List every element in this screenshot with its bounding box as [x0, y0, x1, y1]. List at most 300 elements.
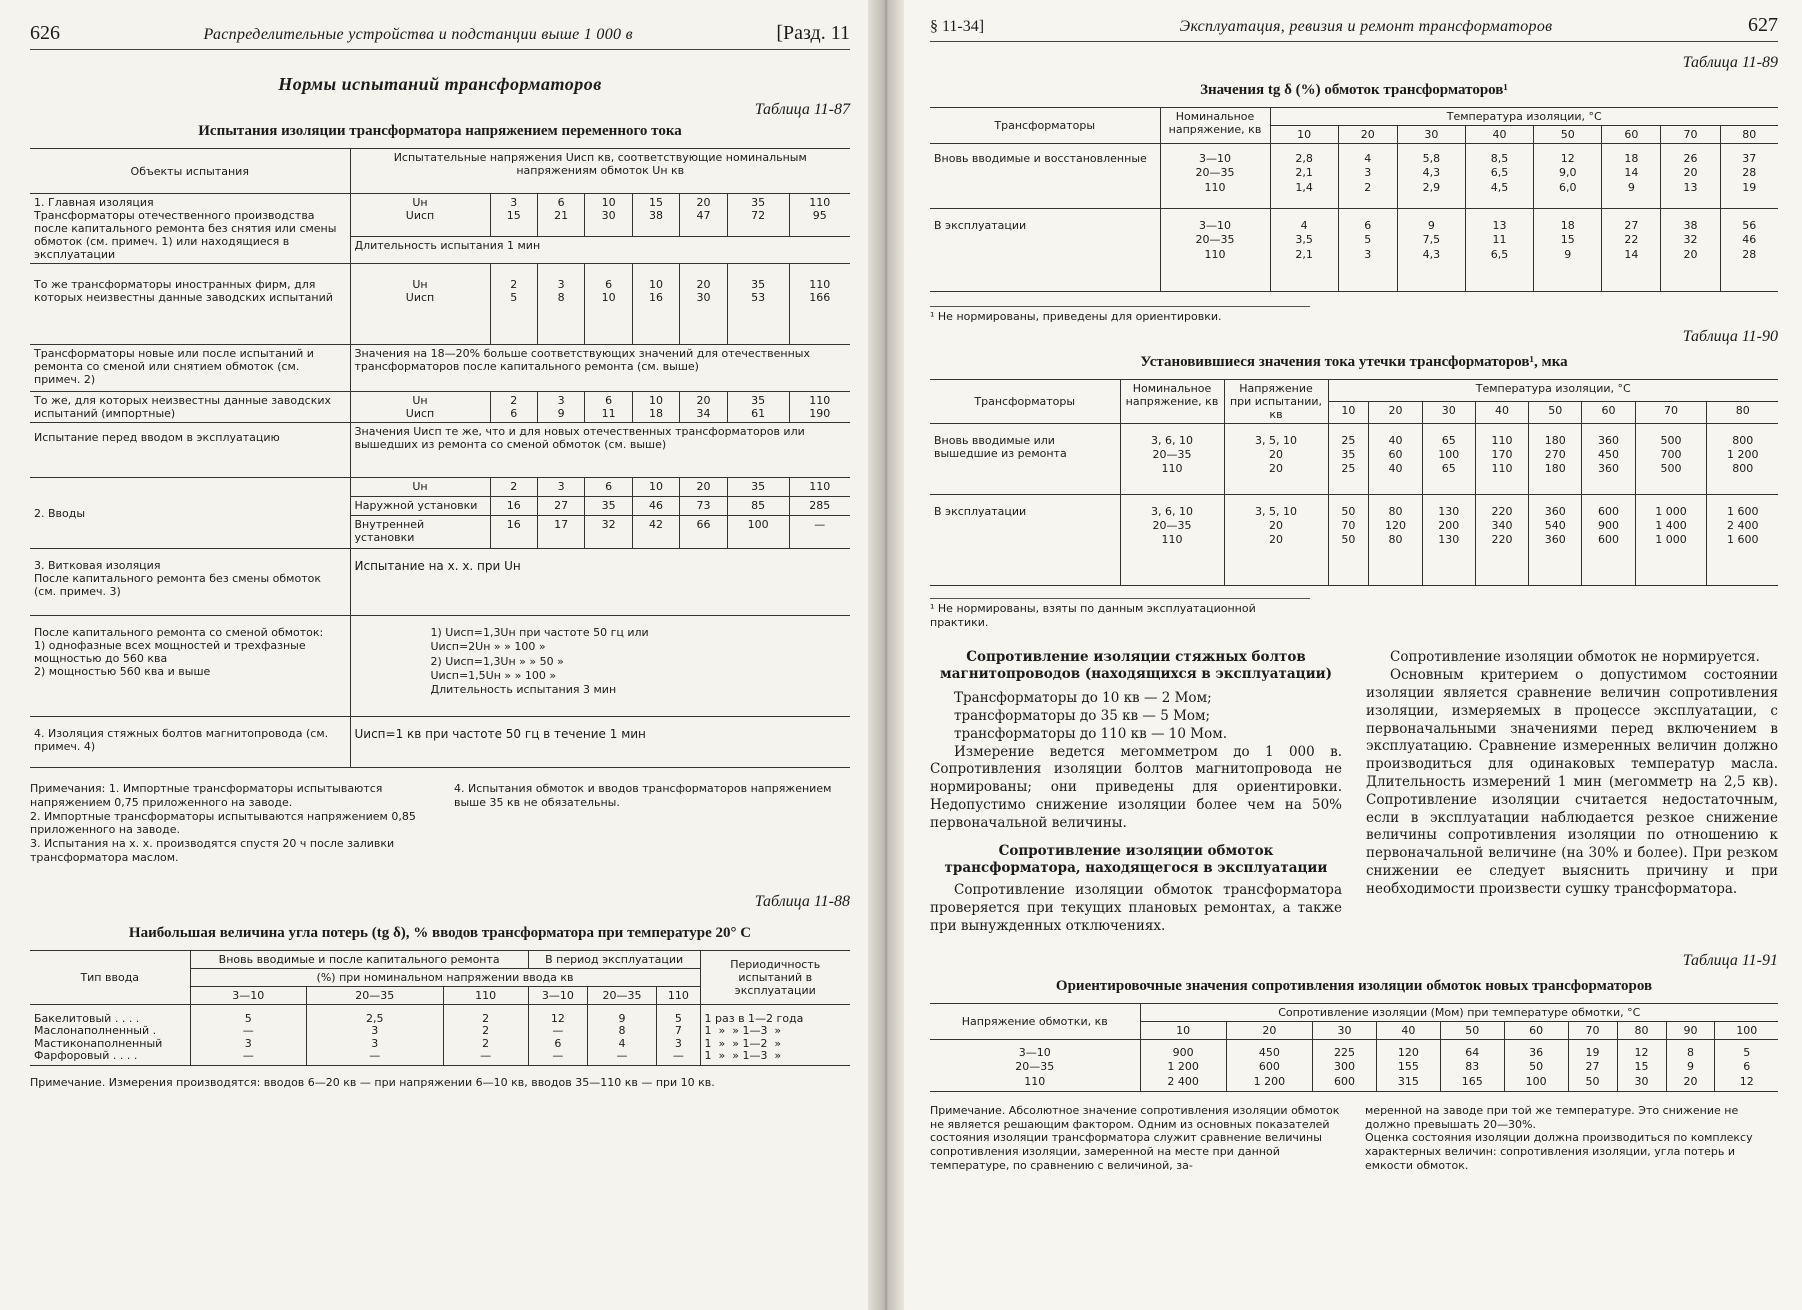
cell-value: 35: [751, 278, 766, 291]
cell-value: 360 540 360: [1529, 494, 1582, 585]
t87-col-voltages: Испытательные напряжения Uисп кв, соответствующие номинальным напряжениям обмоток Uн кв: [350, 149, 850, 194]
t88-number: Таблица 11-88: [754, 892, 850, 910]
t89-temp: 60: [1602, 126, 1661, 144]
cell-value: 35: [727, 478, 789, 497]
cell-value: 190: [809, 407, 831, 420]
cell-value: 5 6 12: [1715, 1039, 1778, 1091]
cell-value: 64 83 165: [1440, 1039, 1504, 1091]
cell-value: 450 600 1 200: [1226, 1039, 1312, 1091]
t90-temp: 30: [1422, 401, 1475, 423]
cell-value: 5: [674, 1011, 682, 1025]
t91-temp: 60: [1504, 1021, 1568, 1039]
t87-r2-c6: [789, 264, 850, 345]
t88-volt-header: 3—10: [528, 986, 587, 1004]
table-row: [930, 379, 1778, 401]
t91-col-res: Сопротивление изоляции (Мом) при температуре обмотки, °С: [1140, 1003, 1778, 1021]
t87-r4-c0: [490, 392, 537, 423]
table-row: [930, 209, 1778, 292]
cell-value: 2: [482, 1036, 490, 1050]
cell-value: 4 3,5 2,1: [1270, 209, 1338, 292]
cell-value: —: [789, 516, 850, 549]
cell-value: 46: [632, 497, 679, 516]
t87-r1-c1: [537, 194, 584, 237]
section-windings-text: Сопротивление изоляции обмоток трансформатора проверяется при текущих плановых ремонтах, а также при вынужденных отключениях.: [930, 882, 1342, 935]
cell-value: 130 200 130: [1422, 494, 1475, 585]
t89-number: Таблица 11-89: [1682, 54, 1778, 71]
t87-r2-c1: [537, 264, 584, 345]
table-11-88: [30, 950, 850, 1067]
t91-temp: 70: [1568, 1021, 1617, 1039]
cell-value: —: [672, 1049, 684, 1063]
t90-temp: 80: [1707, 401, 1778, 423]
cell-value: —: [242, 1024, 254, 1038]
t88-type: Бакелитовый . . . .: [34, 1011, 140, 1025]
table-row: [930, 1039, 1778, 1091]
cell-value: 21: [554, 209, 569, 222]
left-section-ref: [Разд. 11: [776, 22, 850, 44]
cell-value: 3: [371, 1024, 379, 1038]
t90-col-nom: Номинальное напряжение, кв: [1120, 379, 1224, 423]
book-gutter: [868, 0, 904, 1310]
cell-value: 73: [680, 497, 727, 516]
t90-temp: 40: [1475, 401, 1528, 423]
right-running-title: Эксплуатация, ревизия и ремонт трансформаторов: [1179, 18, 1553, 35]
t87-r1-c3: [632, 194, 679, 237]
t89-temp: 40: [1465, 126, 1533, 144]
t90-number: Таблица 11-90: [1682, 327, 1778, 345]
t91-temp: 30: [1313, 1021, 1377, 1039]
note91-right: меренной на заводе при той же температуре. Это снижение не должно превышать 20—30%. Оценка состояния изоляции должна производиться по комплексу характерных величин: сопротивления изоляции, угла потерь и емкости обмоток.: [1365, 1103, 1753, 1172]
table-row: [30, 149, 850, 194]
t90-temp: 50: [1529, 401, 1582, 423]
notes-11-87: [30, 782, 850, 865]
t87-r7-text: Испытание на х. х. при Uн: [350, 549, 850, 616]
t87-r1-duration: Длительность испытания 1 мин: [350, 237, 850, 264]
cell-value: 3, 6, 10 20—35 110: [1120, 423, 1224, 494]
t87-r2-label: То же трансформаторы иностранных фирм, для которых неизвестны данные заводских испытаний: [30, 264, 350, 345]
label-un: Uн: [412, 196, 428, 209]
t88-volt-header: 20—35: [307, 986, 443, 1004]
table-row: [930, 494, 1778, 585]
t88-subheader: (%) при номинальном напряжении ввода кв: [190, 968, 700, 986]
right-page: [904, 0, 1802, 1310]
t87-r4-c6: [789, 392, 850, 423]
t89-row-label: В эксплуатации: [930, 209, 1160, 292]
cell-value: 85: [727, 497, 789, 516]
notes87-left: Примечания: 1. Импортные трансформаторы испытываются напряжением 0,75 приложенного на заводе. 2. Импортные трансформаторы испытываются напряжением 0,85 приложенного на заводе. 3. Испытания на х. х. производятся спустя 20 ч после заливки трансформатора маслом.: [30, 782, 416, 864]
t87-r8-label: После капитального ремонта со сменой обмоток: 1) однофазные всех мощностей и трехфазные мощностью до 560 ква 2) мощностью 560 ква и выше: [30, 616, 350, 717]
t88-col2: [443, 1004, 528, 1066]
label-uisp: Uисп: [405, 407, 435, 420]
cell-value: 3, 6, 10 20—35 110: [1120, 494, 1224, 585]
cell-value: 27 22 14: [1602, 209, 1661, 292]
t90-title: Установившиеся значения тока утечки трансформаторов¹, мка: [1140, 353, 1568, 370]
t87-r3-text: Значения на 18—20% больше соответствующих значений для отечественных трансформаторов после капитального ремонта (см. выше): [350, 345, 850, 392]
t87-r6-indoor-label: Внутренней установки: [350, 516, 490, 549]
t87-number: Таблица 11-87: [754, 101, 850, 118]
section-bolts-norms: [930, 689, 1342, 744]
cell-value: 16: [490, 497, 537, 516]
cell-value: 12: [550, 1011, 565, 1025]
main-heading: Нормы испытаний трансформаторов: [278, 74, 602, 94]
cell-value: 42: [632, 516, 679, 549]
cell-value: —: [242, 1049, 254, 1063]
label-uisp: Uисп: [405, 291, 435, 304]
cell-value: 220 340 220: [1475, 494, 1528, 585]
cell-value: 1 600 2 400 1 600: [1707, 494, 1778, 585]
cell-value: 30: [601, 209, 616, 222]
table-row: [30, 549, 850, 616]
note91-left: Примечание. Абсолютное значение сопротивления изоляции обмоток не является решающим фактором. Одним из основных показателей состояния изоляции трансформатора служит сравнение величины сопротивления изоляции, замеренной на месте при данной температуре, по сравнению с величиной, за-: [930, 1103, 1340, 1172]
cell-value: 19 27 50: [1568, 1039, 1617, 1091]
label-uisp: Uисп: [405, 209, 435, 222]
t89-temp: 80: [1720, 126, 1778, 144]
t89-col-nom: Номинальное напряжение, кв: [1160, 108, 1270, 144]
cell-value: 10: [649, 394, 664, 407]
t87-r1-c2: [585, 194, 632, 237]
t88-periods: [700, 1004, 850, 1066]
cell-value: 3—10 20—35 110: [1160, 144, 1270, 209]
cell-value: 18: [649, 407, 664, 420]
t91-temp: 40: [1376, 1021, 1440, 1039]
cell-value: 4: [618, 1036, 626, 1050]
cell-value: 3: [557, 394, 565, 407]
t89-title: Значения tg δ (%) обмоток трансформаторов¹: [1200, 82, 1508, 98]
t88-col-period: Периодичность испытаний в эксплуатации: [700, 950, 850, 1004]
cell-value: 72: [751, 209, 766, 222]
cell-value: 3: [510, 196, 518, 209]
norm-line: трансформаторы до 110 кв — 10 Мом.: [954, 726, 1227, 743]
cell-value: 8: [557, 291, 565, 304]
cell-value: 7: [674, 1024, 682, 1038]
cell-value: 15: [506, 209, 521, 222]
cell-value: 56 46 28: [1720, 209, 1778, 292]
t87-r2-symbols: [350, 264, 490, 345]
cell-value: 3: [557, 278, 565, 291]
table-11-90: [930, 379, 1778, 586]
cell-value: 20: [696, 394, 711, 407]
cell-value: 285: [789, 497, 850, 516]
cell-value: 20: [696, 278, 711, 291]
cell-value: 12 15 30: [1617, 1039, 1666, 1091]
right-running-head: [930, 14, 1778, 42]
t89-temp: 50: [1534, 126, 1602, 144]
cell-value: 30: [696, 291, 711, 304]
cell-value: 35: [751, 196, 766, 209]
cell-value: 6: [605, 394, 613, 407]
cell-value: 3, 5, 10 20 20: [1224, 423, 1328, 494]
t90-temp: 10: [1328, 401, 1369, 423]
t88-type: Фарфоровый . . . .: [34, 1049, 138, 1063]
t90-col-trans: Трансформаторы: [930, 379, 1120, 423]
cell-value: 100: [727, 516, 789, 549]
cell-value: 2: [510, 278, 518, 291]
table-row: [30, 1004, 850, 1066]
t87-r2-c5: [727, 264, 789, 345]
cell-value: 9: [557, 407, 565, 420]
t89-temp: 30: [1397, 126, 1465, 144]
section-windings-heading: Сопротивление изоляции обмоток трансформатора, находящегося в эксплуатации: [944, 842, 1328, 876]
cell-value: 13 11 6,5: [1465, 209, 1533, 292]
t88-col-new: Вновь вводимые и после капитального ремонта: [190, 950, 528, 968]
t87-r9-label: 4. Изоляция стяжных болтов магнитопровода (см. примеч. 4): [30, 717, 350, 768]
cell-value: 36 50 100: [1504, 1039, 1568, 1091]
t87-r1-c0: [490, 194, 537, 237]
text-columns: [930, 649, 1778, 936]
cell-value: 110: [789, 478, 850, 497]
section-bolts-heading: Сопротивление изоляции стяжных болтов магнитопроводов (находящихся в эксплуатации): [940, 649, 1332, 683]
t87-r2-c2: [585, 264, 632, 345]
t88-volt-header: 3—10: [190, 986, 307, 1004]
t90-col-temp: Температура изоляции, °С: [1328, 379, 1778, 401]
t91-temp: 90: [1666, 1021, 1715, 1039]
cell-value: —: [369, 1049, 381, 1063]
table-11-87: [30, 148, 850, 768]
t88-types: [30, 1004, 190, 1066]
cell-value: 26 20 13: [1661, 144, 1720, 209]
t87-r9-text: Uисп=1 кв при частоте 50 гц в течение 1 мин: [350, 717, 850, 768]
t90-temp: 20: [1369, 401, 1422, 423]
cell-value: 180 270 180: [1529, 423, 1582, 494]
table-row: [30, 194, 850, 237]
col2-para2: Основным критерием о допустимом состоянии изоляции является сравнение величин сопротивления изоляции, измеряемых в процессе эксплуатации, с первоначальными значениями перед включением в эксплуатацию. Сравнение измеренных величин должно производиться для одинаковых температур масла. Длительность измерений 1 мин (мегомметр на 2,5 кв). Сопротивление изоляции считается недостаточным, если в эксплуатации наблюдается резкое снижение величины сопротивления изоляции по отношению к первоначальной величине (на 30% и более). При резком снижении ее следует выяснить причину и при необходимости произвести сушку трансформатора.: [1366, 667, 1778, 897]
cell-value: 1 » » 1—2 »: [704, 1036, 782, 1050]
cell-value: 225 300 600: [1313, 1039, 1377, 1091]
t91-temp: 100: [1715, 1021, 1778, 1039]
left-page-number: 626: [30, 22, 60, 44]
t87-r8-text: 1) Uисп=1,3Uн при частоте 50 гц или Uисп=2Uн » » 100 » 2) Uисп=1,3Uн » » 50 » Uисп=1,5Uн » » 100 » Длительность испытания 3 мин: [350, 616, 850, 717]
cell-value: 12 9,0 6,0: [1534, 144, 1602, 209]
cell-value: 65 100 65: [1422, 423, 1475, 494]
cell-value: 27: [537, 497, 584, 516]
cell-value: 18 15 9: [1534, 209, 1602, 292]
t90-temp: 70: [1635, 401, 1707, 423]
table-row: [930, 1003, 1778, 1021]
label-un: Uн: [412, 394, 428, 407]
t91-temp: 20: [1226, 1021, 1312, 1039]
cell-value: 53: [751, 291, 766, 304]
t88-col0: [190, 1004, 307, 1066]
t90-footnote: ¹ Не нормированы, взяты по данным эксплуатационной практики.: [930, 598, 1310, 630]
cell-value: —: [552, 1049, 564, 1063]
cell-value: 500 700 500: [1635, 423, 1707, 494]
t88-col1: [307, 1004, 443, 1066]
table-row: [30, 264, 850, 345]
cell-value: 95: [812, 209, 827, 222]
cell-value: 8,5 6,5 4,5: [1465, 144, 1533, 209]
label-un: Uн: [412, 278, 428, 291]
notes87-right: 4. Испытания обмоток и вводов трансформаторов напряжением выше 35 кв не обязательны.: [454, 782, 832, 809]
cell-value: 2: [510, 394, 518, 407]
table-row: [930, 108, 1778, 126]
cell-value: 1 » » 1—3 »: [704, 1024, 782, 1038]
norm-line: трансформаторы до 35 кв — 5 Мом;: [954, 708, 1211, 725]
table-row: [930, 423, 1778, 494]
cell-value: 110 170 110: [1475, 423, 1528, 494]
cell-value: 38: [649, 209, 664, 222]
cell-value: 20: [696, 196, 711, 209]
t87-r2-c3: [632, 264, 679, 345]
cell-value: 1 000 1 400 1 000: [1635, 494, 1707, 585]
t87-r1-symbols: [350, 194, 490, 237]
t88-type: Маслонаполненный .: [34, 1024, 157, 1038]
cell-value: 50 70 50: [1328, 494, 1369, 585]
cell-value: 2: [490, 478, 537, 497]
t91-temp: 50: [1440, 1021, 1504, 1039]
cell-value: 11: [601, 407, 616, 420]
t88-col4: [587, 1004, 656, 1066]
t87-r1-c4: [680, 194, 727, 237]
t87-r1-label: 1. Главная изоляция Трансформаторы отечественного производства после капитального ремонта без снятия или смены обмоток (см. примеч. 1) или находящиеся в эксплуатации: [30, 194, 350, 264]
note-11-88: Примечание. Измерения производятся: вводов 6—20 кв — при напряжении 6—10 кв, вводов 35—110 кв — при 10 кв.: [30, 1076, 715, 1090]
cell-value: 3—10 20—35 110: [1160, 209, 1270, 292]
cell-value: 110: [809, 196, 831, 209]
left-running-title: Распределительные устройства и подстанции выше 1 000 в: [203, 26, 633, 43]
cell-value: 1 » » 1—3 »: [704, 1049, 782, 1063]
cell-value: 34: [696, 407, 711, 420]
t91-temp: 10: [1140, 1021, 1226, 1039]
left-running-head: [30, 22, 850, 50]
t87-r4-label: То же, для которых неизвестны данные заводских испытаний (импортные): [30, 392, 350, 423]
cell-value: 6: [605, 278, 613, 291]
cell-value: 80 120 80: [1369, 494, 1422, 585]
t89-col-temp: Температура изоляции, °С: [1270, 108, 1778, 126]
t89-temp: 20: [1338, 126, 1397, 144]
t90-temp: 60: [1582, 401, 1635, 423]
t89-col-trans: Трансформаторы: [930, 108, 1160, 144]
t87-r3-label: Трансформаторы новые или после испытаний и ремонта со сменой или снятием обмоток (см. примеч. 2): [30, 345, 350, 392]
notes-11-91: [930, 1104, 1778, 1173]
cell-value: 37 28 19: [1720, 144, 1778, 209]
cell-value: 2,8 2,1 1,4: [1270, 144, 1338, 209]
t89-temp: 70: [1661, 126, 1720, 144]
cell-value: 32: [585, 516, 632, 549]
section-bolts-text: Измерение ведется мегомметром до 1 000 в. Сопротивления изоляции болтов магнитопровода не нормированы; они приведены для ориентировки. Недопустимо снижение изоляции более чем на 50% первоначальной величины.: [930, 743, 1342, 831]
t87-r5-label: Испытание перед вводом в эксплуатацию: [30, 423, 350, 478]
cell-value: 38 32 20: [1661, 209, 1720, 292]
t87-r6-outdoor-label: Наружной установки: [350, 497, 490, 516]
col2-para1: Сопротивление изоляции обмоток не нормируется.: [1390, 649, 1760, 666]
cell-value: 10: [601, 291, 616, 304]
table-row: [30, 717, 850, 768]
text-column-left: [930, 649, 1342, 936]
t88-title: Наибольшая величина угла потерь (tg δ), % вводов трансформатора при температуре 20° С: [128, 924, 752, 941]
t87-r4-c1: [537, 392, 584, 423]
t90-col-test: Напряжение при испытании, кв: [1224, 379, 1328, 423]
t89-footnote: ¹ Не нормированы, приведены для ориентировки.: [930, 306, 1310, 324]
cell-value: 3: [537, 478, 584, 497]
cell-value: 1 раз в 1—2 года: [704, 1011, 804, 1025]
cell-value: 3: [244, 1036, 252, 1050]
t88-col3: [528, 1004, 587, 1066]
cell-value: 6: [557, 196, 565, 209]
t87-title: Испытания изоляции трансформатора напряжением переменного тока: [198, 123, 682, 139]
t87-col-objects: Объекты испытания: [30, 149, 350, 194]
cell-value: 35: [585, 497, 632, 516]
cell-value: 4 3 2: [1338, 144, 1397, 209]
table-row: [30, 423, 850, 478]
cell-value: 16: [649, 291, 664, 304]
cell-value: 9 7,5 4,3: [1397, 209, 1465, 292]
t87-r4-c3: [632, 392, 679, 423]
t91-title: Ориентировочные значения сопротивления изоляции обмоток новых трансформаторов: [1055, 977, 1653, 994]
cell-value: 40 60 40: [1369, 423, 1422, 494]
cell-value: 35: [751, 394, 766, 407]
cell-value: 18 14 9: [1602, 144, 1661, 209]
cell-value: 3—10 20—35 110: [930, 1039, 1140, 1091]
cell-value: 5: [510, 291, 518, 304]
cell-value: 8 9 20: [1666, 1039, 1715, 1091]
t90-row-label: В эксплуатации: [930, 494, 1120, 585]
t87-r7-label: 3. Витковая изоляция После капитального ремонта без смены обмоток (см. примеч. 3): [30, 549, 350, 616]
t90-row-label: Вновь вводимые или вышедшие из ремонта: [930, 423, 1120, 494]
cell-value: 10: [601, 196, 616, 209]
cell-value: 5,8 4,3 2,9: [1397, 144, 1465, 209]
cell-value: 47: [696, 209, 711, 222]
t91-number: Таблица 11-91: [1682, 951, 1778, 969]
cell-value: 61: [751, 407, 766, 420]
cell-value: 25 35 25: [1328, 423, 1369, 494]
cell-value: 3, 5, 10 20 20: [1224, 494, 1328, 585]
t88-col-oper: В период эксплуатации: [528, 950, 700, 968]
cell-value: 110: [809, 394, 831, 407]
t87-r5-text: Значения Uисп те же, что и для новых отечественных трансформаторов или вышедших из ремонта со сменой обмоток (см. выше): [350, 423, 850, 478]
t87-r1-c5: [727, 194, 789, 237]
cell-value: 600 900 600: [1582, 494, 1635, 585]
cell-value: 8: [618, 1024, 626, 1038]
cell-value: 16: [490, 516, 537, 549]
cell-value: 6 5 3: [1338, 209, 1397, 292]
table-row: [30, 478, 850, 497]
cell-value: 17: [537, 516, 584, 549]
table-row: [30, 950, 850, 968]
cell-value: 6: [585, 478, 632, 497]
t87-r4-c4: [680, 392, 727, 423]
cell-value: 6: [510, 407, 518, 420]
cell-value: 2: [482, 1024, 490, 1038]
t89-temp: 10: [1270, 126, 1338, 144]
cell-value: 360 450 360: [1582, 423, 1635, 494]
t89-row-label: Вновь вводимые и восстановленные: [930, 144, 1160, 209]
cell-value: 66: [680, 516, 727, 549]
t87-r6-label: 2. Вводы: [30, 478, 350, 549]
cell-value: —: [552, 1024, 564, 1038]
t87-r2-c4: [680, 264, 727, 345]
cell-value: 9: [618, 1011, 626, 1025]
cell-value: —: [616, 1049, 628, 1063]
cell-value: 10: [649, 278, 664, 291]
t87-r4-c2: [585, 392, 632, 423]
cell-value: 2,5: [366, 1011, 384, 1025]
right-page-number: 627: [1747, 14, 1778, 36]
t88-type: Мастиконаполненный: [34, 1036, 163, 1050]
cell-value: 110: [809, 278, 831, 291]
left-page: [0, 0, 868, 1310]
t91-col-volt: Напряжение обмотки, кв: [930, 1003, 1140, 1039]
t88-volt-header: 110: [657, 986, 700, 1004]
cell-value: 3: [371, 1036, 379, 1050]
table-row: [930, 144, 1778, 209]
cell-value: 800 1 200 800: [1707, 423, 1778, 494]
cell-value: —: [480, 1049, 492, 1063]
cell-value: 900 1 200 2 400: [1140, 1039, 1226, 1091]
cell-value: 120 155 315: [1376, 1039, 1440, 1091]
table-row: [30, 345, 850, 392]
cell-value: 20: [680, 478, 727, 497]
table-row: [30, 392, 850, 423]
text-column-right: [1366, 649, 1778, 936]
right-section-ref: § 11-34]: [930, 18, 985, 35]
